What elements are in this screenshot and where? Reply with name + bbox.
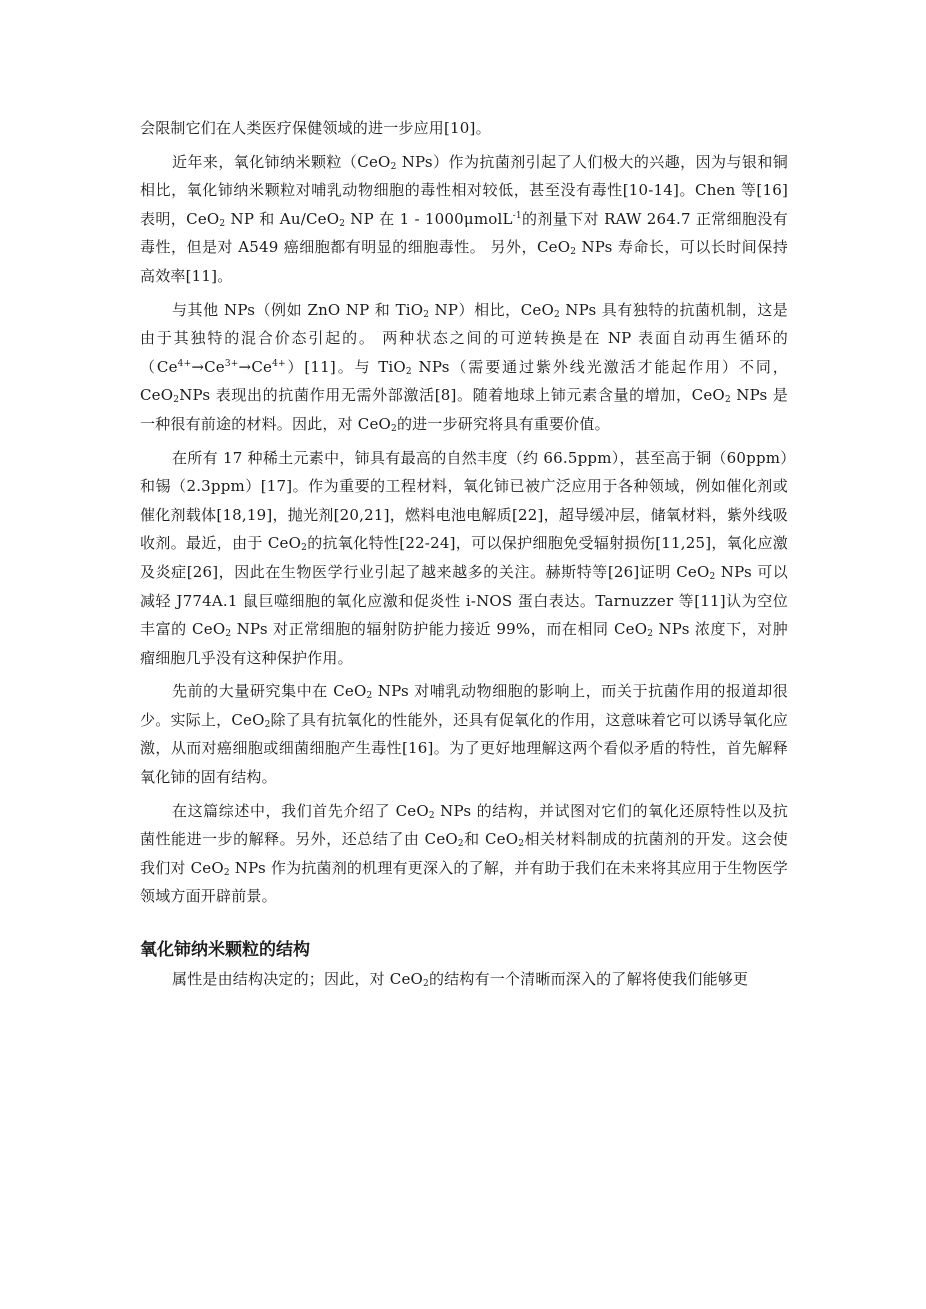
subscript: 2 <box>173 395 180 406</box>
document-body <box>140 114 788 999</box>
text-segment: NPs 寿命长，可以长时间保持高效率[11]。 <box>140 238 788 285</box>
text-segment: 先前的大量研究集中在 CeO <box>172 682 367 701</box>
text-segment: 相关材料制成的抗菌剂的开发。这会使我们对 CeO <box>140 830 789 877</box>
text-segment: ）[11]。与 TiO <box>285 357 406 376</box>
subscript: 2 <box>225 629 232 640</box>
text-segment: →Ce <box>191 357 225 376</box>
text-segment: NPs 表现出的抗菌作用无需外部激活[8]。随着地球上铈元素含量的增加，CeO <box>179 386 725 405</box>
text-segment: NP 在 1 - 1000μmolL <box>345 209 513 228</box>
paragraph-review-overview <box>140 797 788 911</box>
paragraph-structure-intro <box>140 965 788 994</box>
subscript: 2 <box>366 691 373 702</box>
superscript: 4+ <box>272 358 286 369</box>
text-segment: NPs 的结构，并试图对它们的氧化还原特性以及抗菌性能进一步的解释。另外，还总结了由 CeO <box>140 801 788 849</box>
text-segment: 的结构有一个清晰而深入的了解将使我们能够更 <box>428 970 749 989</box>
paragraph-mixed-valence-mechanism <box>140 296 788 439</box>
text-segment: NPs 浓度下，对肿瘤细胞几乎没有这种保护作用。 <box>140 620 789 667</box>
section-heading: 氧化铈纳米颗粒的结构 <box>140 940 310 961</box>
text-segment: 与其他 NPs（例如 ZnO NP 和 TiO <box>172 300 424 319</box>
text-segment: NPs 是一种很有前途的材料。因此，对 CeO <box>140 386 789 433</box>
subscript: 2 <box>301 543 308 554</box>
subscript: 2 <box>339 218 346 229</box>
text-segment: NPs 可以减轻 J774A.1 鼠巨噬细胞的氧化应激和促炎性 i-NOS 蛋白表达。Tarnuzzer 等[11]认为空位丰富的 CeO <box>140 562 789 639</box>
text-segment: 和 CeO <box>463 830 519 849</box>
subscript: 2 <box>390 161 397 172</box>
superscript: 4+ <box>177 358 192 369</box>
paragraph-rare-earth-abundance <box>140 444 788 673</box>
text-segment: NPs 作为抗菌剂的机理有更深入的了解，并有助于我们在未来将其应用于生物医学领域方面开辟前景。 <box>140 858 788 906</box>
subscript: 2 <box>423 979 429 990</box>
superscript: -1 <box>512 210 522 221</box>
subscript: 2 <box>554 309 560 320</box>
text-segment: 的抗氧化特性[22-24]，可以保护细胞免受辐射损伤[11,25]，氧化应激及炎症[26]，因此在生物医学行业引起了越来越多的关注。赫斯特等[26]证明 CeO <box>140 534 788 581</box>
text-segment: 在所有 17 种稀土元素中，铈具有最高的自然丰度（约 66.5ppm），甚至高于铜（60ppm）和锡（2.3ppm）[17]。作为重要的工程材料，氧化铈已被广泛应用于各种领域，例如催化剂或催化剂载体[18,19]，抛光剂[20,21]，燃料电池电解质[22]，超导缓冲层，储氧材料，紫外线吸收剂。最近，由于 CeO <box>140 448 788 553</box>
subscript: 2 <box>264 719 271 730</box>
text-segment: NPs 对正常细胞的辐射防护能力接近 99%，而在相同 CeO <box>231 620 648 639</box>
subscript: 2 <box>428 810 435 821</box>
text-segment: 会限制它们在人类医疗保健领域的进一步应用[10]。 <box>140 119 491 137</box>
subscript: 2 <box>724 395 731 406</box>
text-segment: 近年来，氧化铈纳米颗粒（CeO <box>172 152 391 171</box>
text-segment: NPs 具有独特的抗菌机制，这是由于其独特的混合价态引起的。 两种状态之间的可逆转换是在 NP 表面自动再生循环的（Ce <box>140 300 789 376</box>
text-segment: NPs（需要通过紫外线光激活才能起作用）不同，CeO <box>140 357 788 405</box>
text-segment: 在这篇综述中，我们首先介绍了 CeO <box>172 801 429 820</box>
paragraph-continued <box>140 114 788 143</box>
text-segment: 的进一步研究将具有重要价值。 <box>396 414 610 433</box>
subscript: 2 <box>647 629 654 640</box>
paragraph-ceria-antibacterial-interest <box>140 148 788 291</box>
subscript: 2 <box>709 571 716 582</box>
text-segment: →Ce <box>238 357 273 376</box>
subscript: 2 <box>570 247 577 258</box>
paragraph-pro-oxidant-effect <box>140 677 788 791</box>
subscript: 2 <box>423 309 430 320</box>
superscript: 3+ <box>224 358 239 369</box>
subscript: 2 <box>223 867 230 878</box>
text-segment: 除了具有抗氧化的性能外，还具有促氧化的作用，这意味着它可以诱导氧化应激，从而对癌细胞或细菌细胞产生毒性[16]。为了更好地理解这两个看似矛盾的特性，首先解释氧化铈的固有结构。 <box>140 710 788 787</box>
text-segment: NP）相比，CeO <box>429 300 554 319</box>
text-segment: NPs）作为抗菌剂引起了人们极大的兴趣，因为与银和铜相比，氧化铈纳米颗粒对哺乳动物细胞的毒性相对较低，甚至没有毒性[10-14]。Chen 等[16]表明，CeO <box>140 152 788 228</box>
subscript: 2 <box>391 423 397 434</box>
text-segment: 的剂量下对 RAW 264.7 正常细胞没有毒性，但是对 A549 癌细胞都有明显的细胞毒性。 另外，CeO <box>140 209 788 257</box>
text-segment: NPs 对哺乳动物细胞的影响上，而关于抗菌作用的报道却很少。实际上，CeO <box>140 682 788 729</box>
subscript: 2 <box>405 366 412 377</box>
subscript: 2 <box>219 218 226 229</box>
subscript: 2 <box>457 839 464 850</box>
text-segment: 属性是由结构决定的；因此，对 CeO <box>172 970 424 989</box>
text-segment: NP 和 Au/CeO <box>225 209 340 228</box>
subscript: 2 <box>518 839 525 850</box>
